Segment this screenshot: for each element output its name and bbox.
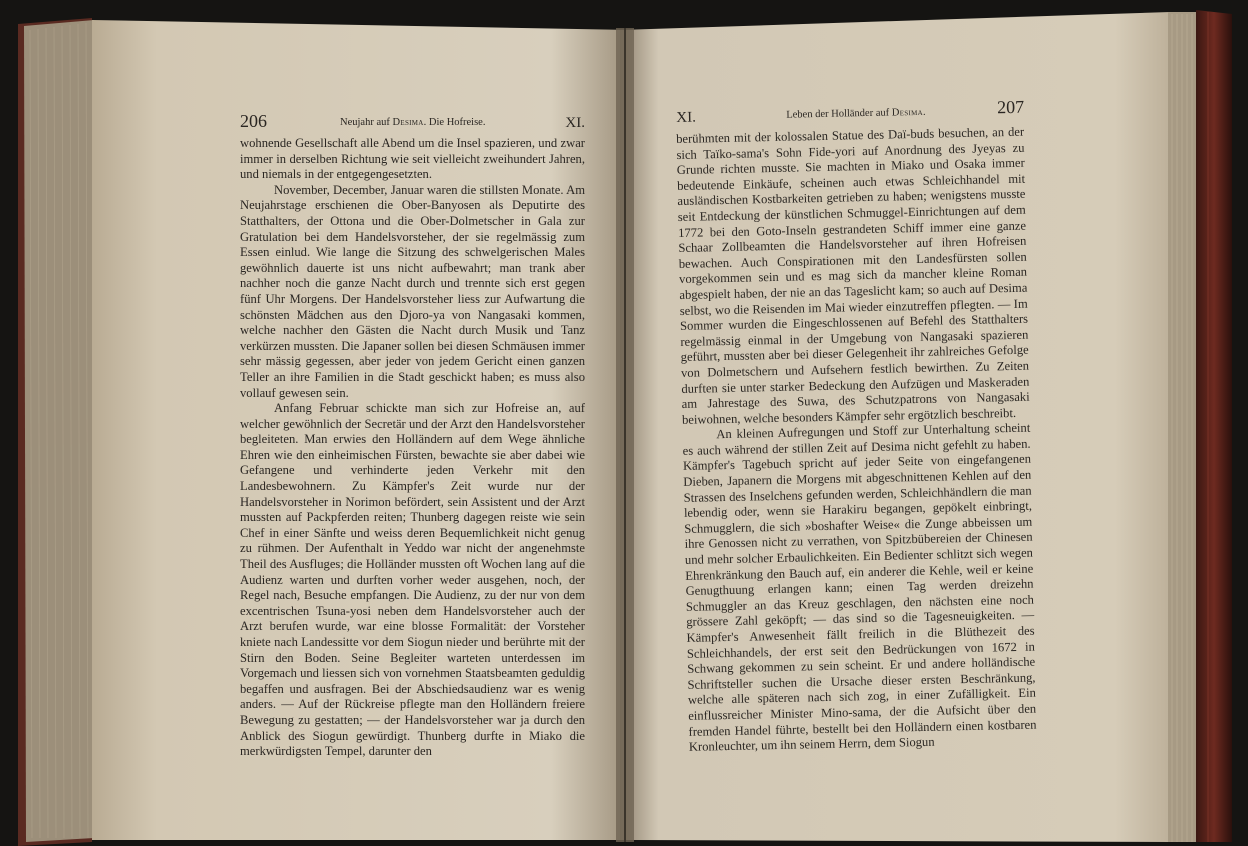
running-head-left-rest: . Die Hofreise. xyxy=(423,117,486,128)
right-paragraph-1: berühmten mit der kolossalen Statue des Daï-buds besuchen, an der sich Taïko-sama's Sohn Fide-yori auf Anordnung des Jyeyas zu Grunde richten musste. Sie machten in Miako und Osaka immer bedeutende Einkäufe, scheinen auch etwas Schleichhandel mit ausländischen Kostbarkeiten getrieben zu haben; wenigstens musste seit Entdeckung der künstlichen Schmuggel-Einrichtungen auf dem 1772 bei den Goto-Inseln gestrandeten Schiff immer eine ganze Schaar Zollbeamten die Handelsvorsteher auf ihren Hofreisen bewachen. Auch Conspirationen mit den Landesfürsten sollen vorgekommen sein und es mag sich da mancher kleine Roman abgespielt haben, der nie an das Tageslicht kam; so auch auf Desima selbst, wo die Reisenden im Mai wieder einzutreffen pflegten. — Im Sommer wurden die Eingeschlossenen auf Befehl des Statthalters regelmässig einmal in der Umgebung von Nangasaki spazieren geführt, mussten aber bei dieser Gelegenheit ihr zahlreiches Gefolge von Dolmetschern und Aufsehern festlich bewirthen. Zu Zeiten durften sie unter starker Bedeckung den Aufzügen und Maskeraden am Jahrestage des Suwa, des Schutzpatrons von Nangasaki beiwohnen, welche besonders Kämpfer sehr ergötzlich beschreibt. xyxy=(676,124,1030,427)
page-number-left: 206 xyxy=(240,111,267,131)
right-paragraph-2: An kleinen Aufregungen und Stoff zur Unterhaltung scheint es auch während der stillen Zeit auf Desima nicht gefehlt zu haben. Kämpfer's Tagebuch spricht auf jeder Seite von eingefangenen Dieben, Japanern die Morgens mit abgeschnittenen Kehlen auf den Strassen des Inselchens gefunden werden, Schleichhändlern die man lebendig oder, wenn sie Harakiru begangen, gepökelt einbringt, Schmugglern, die sich »boshafter Weise« die Zunge abbeissen um ihre Genossen nicht zu verrathen, von Spitzbübereien der Chinesen und mehr solcher Erbaulichkeiten. Ein Bedienter schlitzt sich wegen Ehrenkränkung den Bauch auf, ein anderer die Kehle, weil er keine Genugthuung erlangen kann; einen Tag werden dreizehn Schmuggler an das Kreuz geschlagen, den nächsten eine noch grössere Zahl geköpft; — das sind so die Tagesneuigkeiten. — Kämpfer's Anwesenheit fällt freilich in die Blüthezeit des Schleichhandels, der erst seit den Bedrückungen von 1672 in Schwang gekommen zu sein scheint. Er und andere holländische Schriftsteller suchen die Ursache dieser ersten Beschränkung, welche alle späteren nach sich zog, in einer Zufälligkeit. Ein einflussreicher Minister Mino-sama, der die Aufsicht über den fremden Handel führte, bestellt bei den Holländern einen kostbaren Kronleuchter, um ihn seinem Herrn, dem Siogun xyxy=(682,420,1037,755)
page-number-right: 207 xyxy=(996,96,1025,118)
running-head-right-place: Desima xyxy=(891,106,924,119)
chapter-number-right: XI. xyxy=(676,109,697,126)
running-head-right-text: Leben der Holländer auf xyxy=(786,107,892,121)
left-paragraph-3: Anfang Februar schickte man sich zur Hofreise an, auf welcher gewöhnlich der Secretär und der Arzt den Handelsvorsteher begleiteten. Man erwies den Holländern auf dem Wege ähnliche Ehren wie den einheimischen Fürsten, bewachte sie aber dabei wie Gefangene und verhinderte jeden Verkehr mit den Landesbewohnern. Zu Kämpfer's Zeit wurde nur der Handelsvorsteher in Norimon befördert, sein Assistent und der Arzt mussten auf Packpferden reiten; Thunberg dagegen reiste wie sein Chef in einer Sänfte und weiss deren Bequemlichkeit nicht genug zu rühmen. Der Aufenthalt in Yeddo war nicht der angenehmste Theil des Ausfluges; die Holländer mussten oft Wochen lang auf die Audienz warten und durften vorher weder ausgehen, noch, der Regel nach, Besuche empfangen. Die Audienz, zu der nur von dem excentrischen Tsuna-yosi neben dem Handelsvorsteher auch der Arzt berufen wurde, war eine blosse Formalität: der Vorsteher kniete nach Landessitte vor dem Siogun nieder und berührte mit der Stirn den Boden. Seine Begleiter warteten unterdessen im Vorgemach und liessen sich von vornehmen Staatsbeamten geduldig begaffen und ausfragen. Bei der Abschiedsaudienz war es wenig anders. — Auf der Rückreise pflegte man den Holländern freiere Bewegung zu gestatten; — der Handelsvorsteher war ja durch den Anblick des Siogun gewürdigt. Thunberg durfte in Miako die merkwürdigsten Tempel, darunter den xyxy=(240,401,585,759)
left-page-body xyxy=(240,136,585,760)
left-page-header xyxy=(240,111,585,131)
right-page-body xyxy=(676,125,1037,756)
chapter-number-left: XI. xyxy=(565,115,585,131)
running-head-right-rest: . xyxy=(922,106,926,118)
left-paragraph-2: November, December, Januar waren die stillsten Monate. Am Neujahrstage erschienen die Ober-Banyosen als Deputirte des Statthalters, der Ottona und die Ober-Dolmetscher in Gala zur Gratulation bei dem Handelsvorsteher, der sie regelmässig zum Essen einlud. Wie lange die Sitzung des schwelgerischen Males gewöhnlich dauerte ist uns nicht aufbewahrt; man trank aber nachher noch die ganze Nacht durch und trennte sich erst gegen fünf Uhr Morgens. Der Handelsvorsteher liess zur Aufwartung die schönsten Mädchen aus den Djoro-ya von Nangasaki kommen, welche nachher den Gästen die Nacht durch Musik und Tanz verkürzen mussten. Die Japaner sollen bei diesen Schmäusen immer sehr mässig gegessen, aber jeder von jedem Gericht einen ganzen Teller an ihre Familien in die Stadt geschickt haben; es muss also vollauf gewesen sein. xyxy=(240,182,585,400)
running-head-left-place: Desima xyxy=(392,117,424,128)
left-paragraph-1: wohnende Gesellschaft alle Abend um die Insel spazieren, und zwar immer in derselben Richtung wie seit vielleicht zweihundert Jahren, und niemals in der entgegengesetzten. xyxy=(240,136,585,182)
running-head-left-text: Neujahr auf xyxy=(340,117,393,128)
running-head-left xyxy=(340,117,485,128)
